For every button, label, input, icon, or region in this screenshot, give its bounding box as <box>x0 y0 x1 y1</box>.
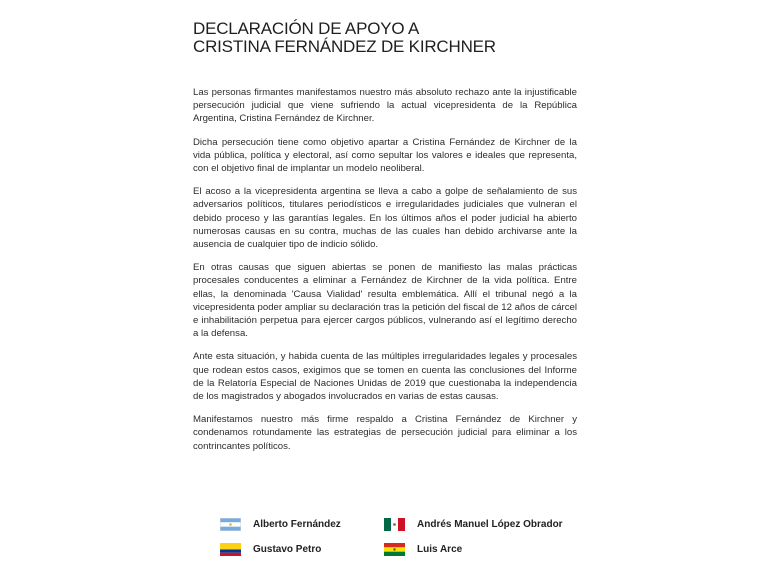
mexico-flag-icon <box>384 518 405 531</box>
signer-alberto-fernandez <box>220 518 341 531</box>
signer-andres-manuel-lopez-obrador <box>384 518 563 531</box>
document-title <box>193 20 496 56</box>
bolivia-flag-icon <box>384 543 405 556</box>
paragraph-2: Dicha persecución tiene como objetivo apartar a Cristina Fernández de Kirchner de la vida pública, política y electoral, así como sepultar los valores e ideales que representa, con el objetivo final de implantar un modelo neoliberal. <box>193 136 577 175</box>
signer-gustavo-petro <box>220 543 321 556</box>
paragraph-6: Manifestamos nuestro más firme respaldo a Cristina Fernández de Kirchner y condenamos rotundamente las estrategias de persecución judicial para eliminar a los contrincantes políticos. <box>193 414 577 452</box>
signer-name: Alberto Fernández <box>253 519 341 530</box>
signer-name: Luis Arce <box>417 544 463 555</box>
title-line-1: DECLARACIÓN DE APOYO A <box>193 19 420 38</box>
paragraph-4: En otras causas que siguen abiertas se ponen de manifiesto las malas prácticas procesales conducentes a eliminar a Fernández de Kirchner de la vida política. Entre ellas, la denominada 'Causa Vialidad' resulta emblemática. Allí el tribunal negó a la vicepresidenta poder ampliar su declaración tras la petición del fiscal de 12 años de cárcel e inhabilitación perpetua para ejercer cargos públicos, vulnerando así el legítimo derecho a la defensa. <box>193 262 577 340</box>
colombia-flag-icon <box>220 543 241 556</box>
paragraph-1: Las personas firmantes manifestamos nuestro más absoluto rechazo ante la injustificable persecución judicial que viene sufriendo la actual vicepresidenta de la República Argentina, Cristina Fernández de Kirchner. <box>193 87 577 125</box>
title-line-2: CRISTINA FERNÁNDEZ DE KIRCHNER <box>193 37 496 56</box>
argentina-flag-icon <box>220 518 241 531</box>
paragraph-5: Ante esta situación, y habida cuenta de las múltiples irregularidades legales y procesales que rodean estos casos, exigimos que se tomen en cuenta las conclusiones del Informe de la Relatoría Especial de Naciones Unidas de 2019 que cuestionaba la independencia de los magistrados y abogados involucrados en varias de estas causas. <box>193 351 577 403</box>
signer-luis-arce <box>384 543 462 556</box>
signer-name: Andrés Manuel López Obrador <box>417 519 563 530</box>
signer-name: Gustavo Petro <box>253 544 322 555</box>
paragraph-3: El acoso a la vicepresidenta argentina se lleva a cabo a golpe de señalamiento de sus adversarios políticos, titulares periodísticos e irregularidades judiciales que vulneran el debido proceso y las garantías legales. En los últimos años el poder judicial ha abierto numerosas causas en su contra, muchas de las cuales han debido archivarse ante la ausencia de cualquier tipo de indicio sólido. <box>193 186 577 251</box>
declaration-body <box>193 86 577 463</box>
